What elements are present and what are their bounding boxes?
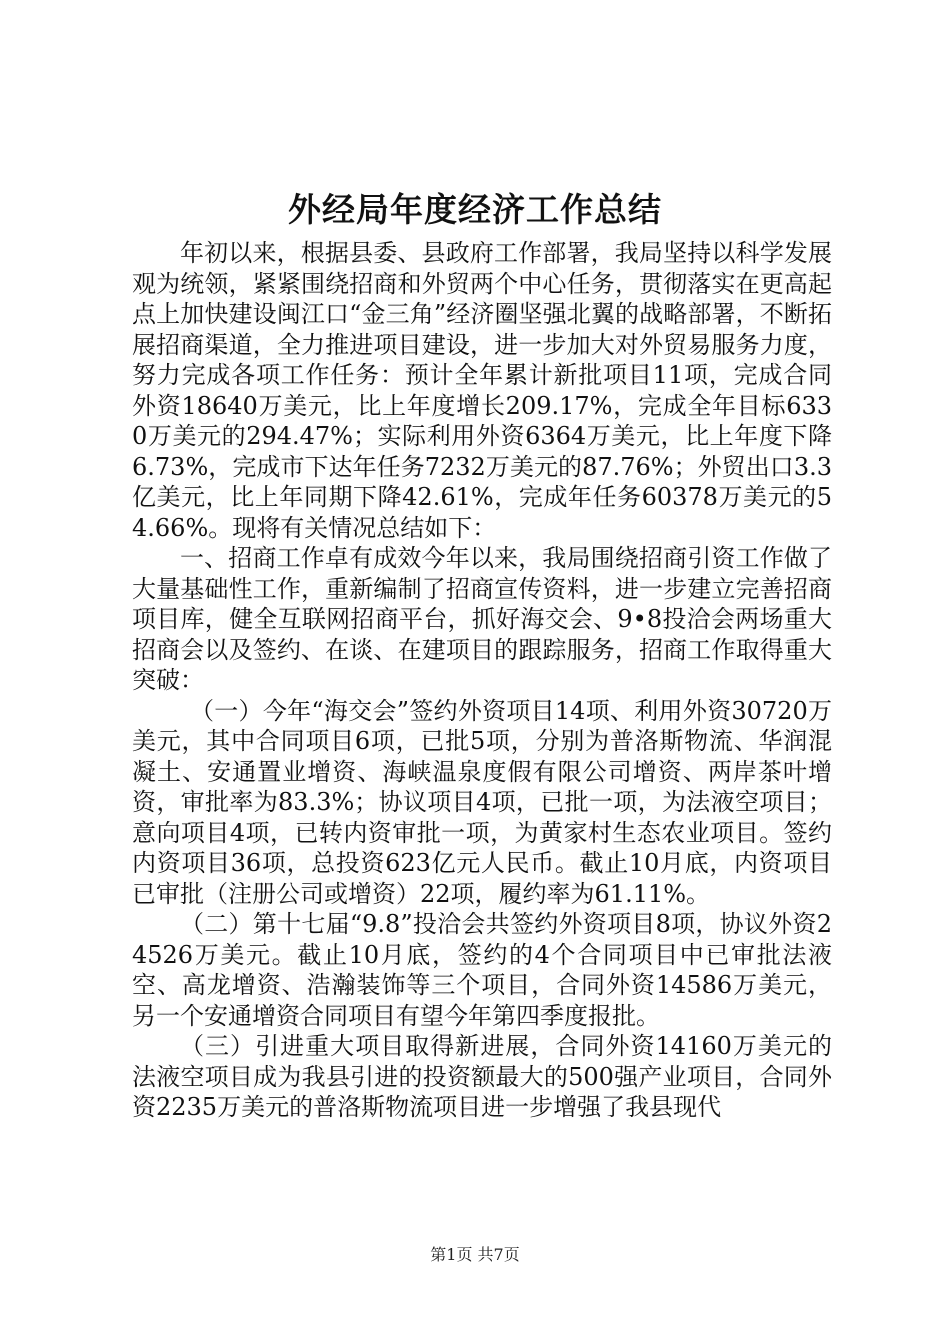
paragraph-intro: 年初以来，根据县委、县政府工作部署，我局坚持以科学发展观为统领，紧紧围绕招商和外贸两个中心任务，贯彻落实在更高起点上加快建设闽江口“金三角”经济圈坚强北翼的战略部署，不断拓展招商渠道，全力推进项目建设，进一步加大对外贸易服务力度，努力完成各项工作任务：预计全年累计新批项目11项，完成合同外资18640万美元，比上年度增长209.17%，完成全年目标6330万美元的294.47%；实际利用外资6364万美元，比上年度下降6.73%，完成市下达年任务7232万美元的87.76%；外贸出口3.3亿美元，比上年同期下降42.61%，完成年任务60378万美元的54.66%。现将有关情况总结如下：	[132, 239, 832, 542]
page-footer: 第1页 共7页	[430, 1245, 520, 1264]
document-body	[132, 238, 832, 1123]
document-title: 外经局年度经济工作总结	[288, 190, 662, 229]
paragraph-subsection-1: （一）今年“海交会”签约外资项目14项、利用外资30720万美元，其中合同项目6项，已批5项，分别为普洛斯物流、华润混凝土、安通置业增资、海峡温泉度假有限公司增资、两岸茶叶增资，审批率为83.3%；协议项目4项，已批一项，为法液空项目；意向项目4项，已转内资审批一项，为黄家村生态农业项目。签约内资项目36项，总投资623亿元人民币。截止10月底，内资项目已审批（注册公司或增资）22项，履约率为61.11%。	[132, 696, 832, 908]
paragraph-subsection-3: （三）引进重大项目取得新进展，合同外资14160万美元的法液空项目成为我县引进的投资额最大的500强产业项目，合同外资2235万美元的普洛斯物流项目进一步增强了我县现代	[132, 1032, 832, 1121]
paragraph-section-one: 一、招商工作卓有成效今年以来，我局围绕招商引资工作做了大量基础性工作，重新编制了招商宣传资料，进一步建立完善招商项目库，健全互联网招商平台，抓好海交会、9•8投洽会两场重大招商会以及签约、在谈、在建项目的跟踪服务，招商工作取得重大突破：	[132, 544, 832, 694]
paragraph-subsection-2: （二）第十七届“9.8”投洽会共签约外资项目8项，协议外资24526万美元。截止10月底，签约的4个合同项目中已审批法液空、高龙增资、浩瀚装饰等三个项目，合同外资14586万美元，另一个安通增资合同项目有望今年第四季度报批。	[132, 910, 832, 1030]
